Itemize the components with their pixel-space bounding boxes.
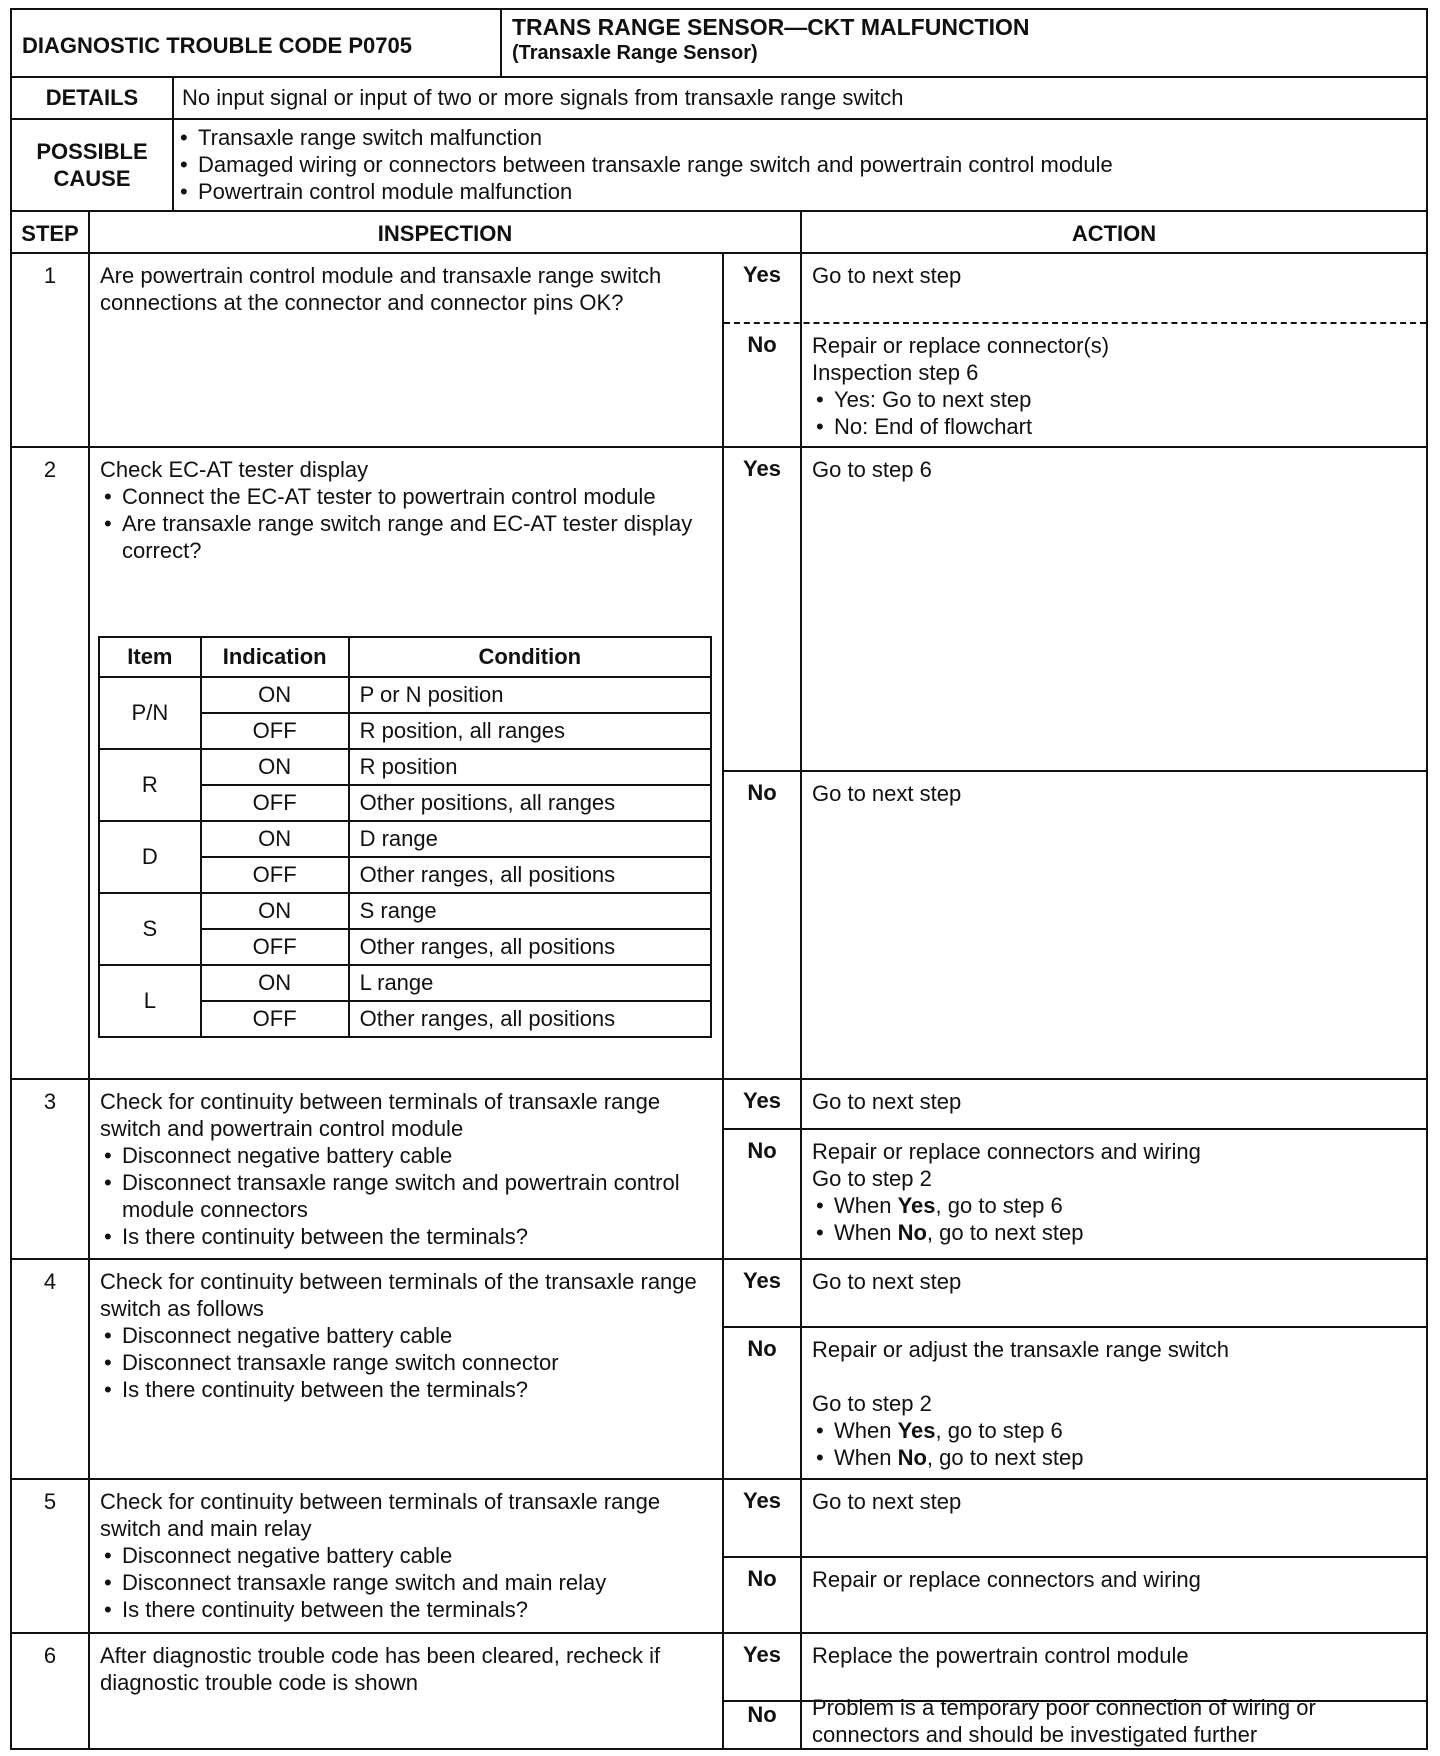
no-label: No [747,1138,777,1163]
dtc-title: TRANS RANGE SENSOR—CKT MALFUNCTION [512,14,1030,40]
table-indication-off: OFF [201,713,349,749]
details-text: No input signal or input of two or more signals from transaxle range switch [182,85,904,110]
step-number: 5 [43,1489,57,1514]
no-action-line: Repair or adjust the transaxle range switch [812,1337,1229,1362]
inspection-bullet: • Disconnect negative battery cable [100,1142,714,1169]
inspection-text: Check for continuity between terminals of transaxle range switch and main relay [100,1489,661,1541]
table-condition: R position, all ranges [349,713,711,749]
table-condition: R position [349,749,711,785]
inspection-text: Check EC-AT tester display [100,457,369,482]
no-action-bullet: • When No, go to next step [812,1444,1412,1471]
table-indication-on: ON [201,749,349,785]
dtc-subtitle: (Transaxle Range Sensor) [512,42,758,64]
inspection-bullet: • Disconnect transaxle range switch connector [100,1349,718,1376]
inspection-bullets [100,1142,714,1250]
no-action-bullets [812,1417,1412,1471]
table-indication-off: OFF [201,857,349,893]
inspection-bullets [100,483,710,564]
dtc-sheet [10,8,1428,1750]
no-action: Go to next step [812,781,962,806]
table-indication-on: ON [201,821,349,857]
no-action [812,332,1412,440]
no-action-line: Inspection step 6 [812,360,979,385]
yes-label: Yes [743,1642,781,1667]
table-condition: L range [349,965,711,1001]
no-label: No [747,1566,777,1591]
step-number: 1 [43,263,57,288]
table-item: P/N [99,677,201,749]
table-indication-on: ON [201,965,349,1001]
table-row [99,893,711,929]
yes-action: Go to next step [812,1269,962,1294]
no-action: Problem is a temporary poor connection of wiring or connectors and should be investigated further [812,1695,1316,1747]
table-item: S [99,893,201,965]
table-indication-off: OFF [201,1001,349,1037]
yes-action: Go to step 6 [812,457,932,482]
inspection-bullet: • Disconnect negative battery cable [100,1322,718,1349]
table-indication-on: ON [201,893,349,929]
inspection-bullet: • Is there continuity between the terminals? [100,1376,718,1403]
no-action: Repair or replace connectors and wiring [812,1567,1201,1592]
inspection-text: Check for continuity between terminals of transaxle range switch and powertrain control module [100,1089,661,1141]
table-condition: D range [349,821,711,857]
yes-action: Go to next step [812,1489,962,1514]
no-action [812,1138,1412,1246]
inspection-bullet: • Disconnect transaxle range switch and powertrain control module connectors [100,1169,714,1223]
inspection-text: Check for continuity between terminals of the transaxle range switch as follows [100,1269,697,1321]
table-indication-off: OFF [201,929,349,965]
indication-table [98,636,712,1038]
yes-action: Replace the powertrain control module [812,1643,1189,1668]
cause-item: • Damaged wiring or connectors between transaxle range switch and powertrain control module [176,151,1416,178]
inspection-text: Are powertrain control module and transaxle range switch connections at the connector and connector pins OK? [100,263,662,315]
table-item: L [99,965,201,1037]
step-number: 6 [43,1643,57,1668]
yes-action: Go to next step [812,263,962,288]
column-inspection: INSPECTION [377,221,513,246]
no-label: No [747,780,777,805]
no-label: No [747,332,777,357]
step-number: 4 [43,1269,57,1294]
inspection-bullets [100,1322,718,1403]
possible-cause-list [176,124,1416,205]
inspection-block [100,1488,714,1623]
inspection-bullet: • Disconnect transaxle range switch and main relay [100,1569,714,1596]
table-condition: Other ranges, all positions [349,857,711,893]
table-condition: Other positions, all ranges [349,785,711,821]
no-action-bullet: • Yes: Go to next step [812,386,1412,413]
details-label: DETAILS [45,85,139,110]
table-row [99,821,711,857]
table-condition: S range [349,893,711,929]
no-action-bullets [812,386,1412,440]
no-action-bullet: • When Yes, go to step 6 [812,1192,1412,1219]
table-indication-on: ON [201,677,349,713]
yes-action: Go to next step [812,1089,962,1114]
yes-label: Yes [743,262,781,287]
cause-item: • Powertrain control module malfunction [176,178,1416,205]
table-row [99,749,711,785]
cause-label: CAUSE [53,166,131,191]
yes-label: Yes [743,456,781,481]
table-condition: Other ranges, all positions [349,929,711,965]
yes-label: Yes [743,1488,781,1513]
no-action-line: Go to step 2 [812,1391,932,1416]
table-condition: P or N position [349,677,711,713]
indication-table-header [99,637,711,677]
table-indication-off: OFF [201,785,349,821]
step-number: 3 [43,1089,57,1114]
no-action-line: Go to step 2 [812,1166,932,1191]
inspection-block [100,1088,714,1250]
inspection-bullet: • Connect the EC-AT tester to powertrain control module [100,483,710,510]
inspection-bullet: • Is there continuity between the terminals? [100,1223,714,1250]
no-label: No [747,1702,777,1727]
cause-item: • Transaxle range switch malfunction [176,124,1416,151]
no-action-line: Repair or replace connectors and wiring [812,1139,1201,1164]
table-header-condition: Condition [349,637,711,677]
no-action-bullet: • No: End of flowchart [812,413,1412,440]
no-action-bullet: • When Yes, go to step 6 [812,1417,1412,1444]
inspection-bullet: • Are transaxle range switch range and EC-AT tester display correct? [100,510,710,564]
inspection-bullet: • Is there continuity between the terminals? [100,1596,714,1623]
yes-label: Yes [743,1088,781,1113]
table-condition: Other ranges, all positions [349,1001,711,1037]
possible-label: POSSIBLE [36,139,148,164]
table-row [99,965,711,1001]
inspection-bullets [100,1542,714,1623]
inspection-text: After diagnostic trouble code has been cleared, recheck if diagnostic trouble code is shown [100,1643,661,1695]
no-action-bullets [812,1192,1412,1246]
table-item: R [99,749,201,821]
no-action-bullet: • When No, go to next step [812,1219,1412,1246]
no-label: No [747,1336,777,1361]
possible-cause-label [12,138,172,192]
table-row [99,677,711,713]
no-action [812,1336,1412,1471]
table-item: D [99,821,201,893]
table-header-item: Item [99,637,201,677]
yes-label: Yes [743,1268,781,1293]
inspection-bullet: • Disconnect negative battery cable [100,1542,714,1569]
inspection-block [100,1268,718,1403]
column-step: STEP [21,221,79,246]
column-action: ACTION [1071,221,1157,246]
dtc-code-label: DIAGNOSTIC TROUBLE CODE P0705 [22,33,412,58]
step-number: 2 [43,457,57,482]
table-header-indication: Indication [201,637,349,677]
no-action-line: Repair or replace connector(s) [812,333,1110,358]
inspection-block [100,456,710,564]
